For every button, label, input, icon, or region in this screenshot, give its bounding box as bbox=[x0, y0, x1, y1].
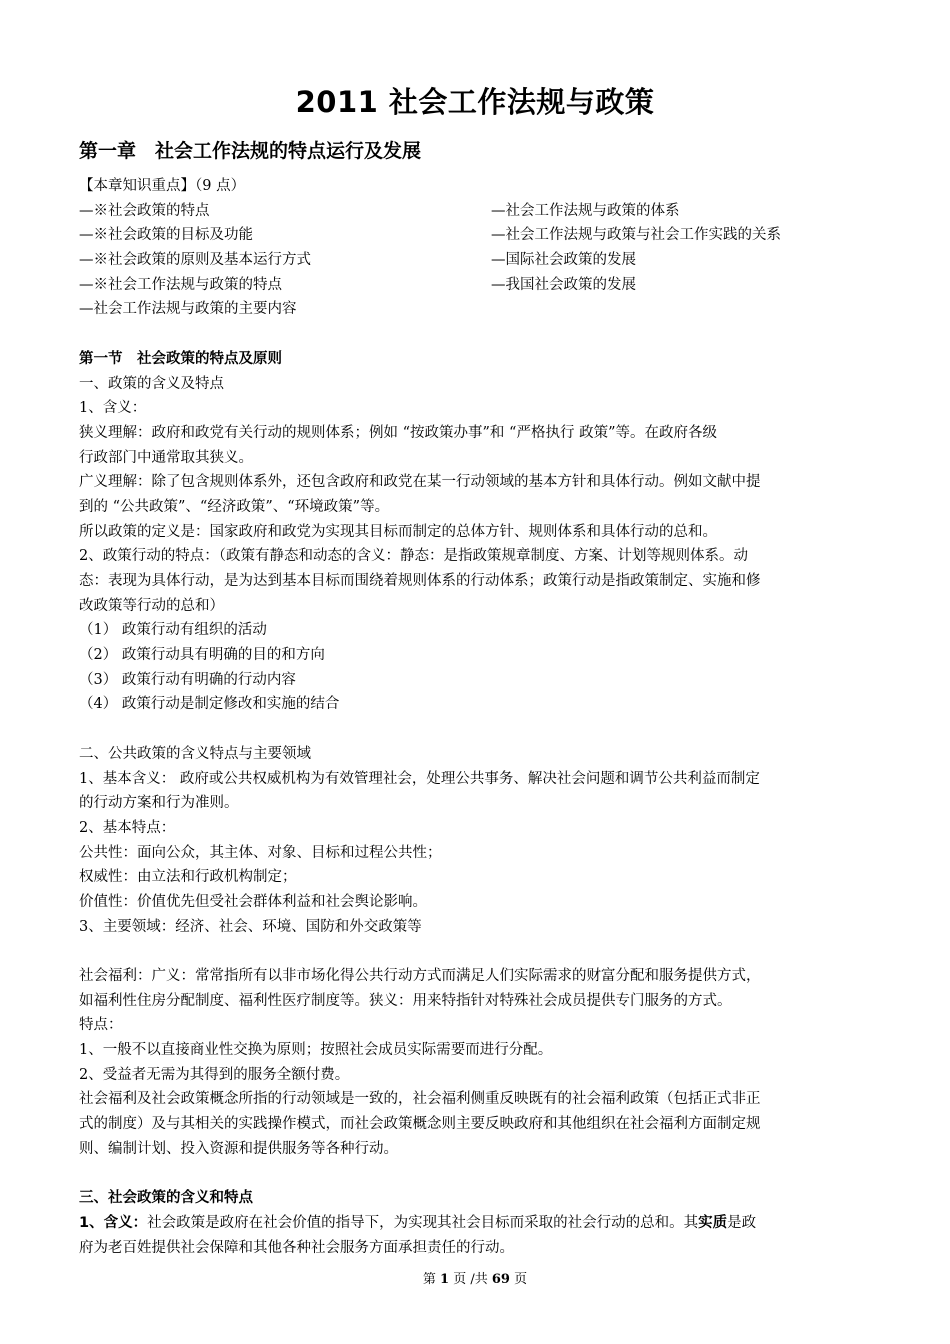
spacer bbox=[79, 1162, 879, 1187]
footer-text: 页 /共 bbox=[449, 1272, 492, 1287]
paragraph-line: 态：表现为具体行动，是为达到基本目标而围绕着规则体系的行动体系；政策行动是指政策制定、实施和修 bbox=[79, 573, 761, 589]
section-heading: 第一节 社会政策的特点及原则 bbox=[79, 350, 282, 367]
paragraph-line: 特点： bbox=[79, 1017, 123, 1034]
paragraph-line: 如福利性住房分配制度、福利性医疗制度等。狭义：用来特指针对特殊社会成员提供专门服务的方式。 bbox=[79, 992, 732, 1009]
paragraph-line: 的行动方案和行为准则。 bbox=[79, 795, 239, 812]
paragraph-line: 公共性：面向公众，其主体、对象、目标和过程公共性； bbox=[79, 844, 442, 861]
key-point-item: —社会工作法规与政策的主要内容 bbox=[79, 301, 297, 318]
document-title: 2011 社会工作法规与政策 bbox=[295, 85, 655, 119]
footer-text: 页 bbox=[509, 1272, 528, 1287]
spacer bbox=[79, 939, 879, 964]
page-footer bbox=[0, 1270, 950, 1290]
paragraph-line: 2、受益者无需为其得到的服务全额付费。 bbox=[79, 1066, 350, 1083]
key-points-row bbox=[79, 248, 879, 273]
document-body bbox=[79, 174, 879, 1260]
paragraph-line: 2、基本特点： bbox=[79, 819, 176, 836]
paragraph-line: 所以政策的定义是：国家政府和政党为实现其目标而制定的总体方针、规则体系和具体行动的总和。 bbox=[79, 523, 717, 540]
paragraph-line: 府为老百姓提供社会保障和其他各种社会服务方面承担责任的行动。 bbox=[79, 1239, 514, 1256]
current-page-number: 1 bbox=[440, 1272, 450, 1287]
paragraph-line: 到的 “公共政策”、“经济政策”、“环境政策”等。 bbox=[79, 498, 390, 515]
footer-text: 第 bbox=[422, 1272, 441, 1287]
key-points-row bbox=[79, 199, 879, 224]
term-label: 1、含义： bbox=[79, 1214, 148, 1231]
paragraph-line: 社会福利：广义：常常指所有以非市场化得公共行动方式而满足人们实际需求的财富分配和服务提供方式， bbox=[79, 968, 761, 984]
list-item: （3） 政策行动有明确的行动内容 bbox=[79, 671, 296, 688]
paragraph-line: 改政策等行动的总和） bbox=[79, 597, 224, 614]
paragraph-text: 是政 bbox=[727, 1214, 757, 1231]
key-point-item: —※社会政策的目标及功能 bbox=[79, 227, 253, 244]
paragraph-line: 2、政策行动的特点：（政策有静态和动态的含义：静态：是指政策规章制度、方案、计划等规则体系。动 bbox=[79, 548, 748, 565]
paragraph-line: 1、基本含义： 政府或公共权威机构为有效管理社会，处理公共事务、解决社会问题和调节公共利益而制定 bbox=[79, 770, 760, 787]
key-point-item: —※社会政策的原则及基本运行方式 bbox=[79, 252, 311, 269]
key-point-item: —※社会政策的特点 bbox=[79, 202, 210, 219]
key-points-header: 【本章知识重点】（9 点） bbox=[79, 178, 246, 194]
paragraph-line bbox=[79, 1211, 879, 1236]
key-points-row bbox=[79, 273, 879, 298]
paragraph-line: 权威性：由立法和行政机构制定； bbox=[79, 869, 297, 886]
key-point-item: —社会工作法规与政策的体系 bbox=[491, 202, 680, 219]
paragraph-line: 1、含义： bbox=[79, 400, 147, 417]
list-item: （2） 政策行动具有明确的目的和方向 bbox=[79, 647, 325, 664]
key-point-item: —社会工作法规与政策与社会工作实践的关系 bbox=[491, 227, 781, 244]
list-item: （4） 政策行动是制定修改和实施的结合 bbox=[79, 696, 340, 713]
spacer bbox=[79, 322, 879, 347]
paragraph-line: 狭义理解：政府和政党有关行动的规则体系；例如 “按政策办事”和 “严格执行 政策”等。在政府各级 bbox=[79, 424, 717, 441]
paragraph-line: 社会福利及社会政策概念所指的行动领域是一致的，社会福利侧重反映既有的社会福利政策（包括正式非正 bbox=[79, 1091, 761, 1108]
paragraph-line: 3、主要领域：经济、社会、环境、国防和外交政策等 bbox=[79, 918, 422, 935]
paragraph-line: 式的制度）及与其相关的实践操作模式，而社会政策概念则主要反映政府和其他组织在社会福利方面制定规 bbox=[79, 1116, 761, 1133]
total-pages: 69 bbox=[491, 1272, 510, 1287]
chapter-heading: 第一章 社会工作法规的特点运行及发展 bbox=[79, 140, 422, 162]
paragraph-line: 1、一般不以直接商业性交换为原则；按照社会成员实际需要而进行分配。 bbox=[79, 1042, 553, 1059]
paragraph-line: 一、政策的含义及特点 bbox=[79, 375, 224, 392]
emphasis-text: 实质 bbox=[698, 1214, 728, 1231]
spacer bbox=[79, 717, 879, 742]
paragraph-line: 二、公共政策的含义特点与主要领域 bbox=[79, 745, 311, 762]
key-point-item: —我国社会政策的发展 bbox=[491, 276, 636, 293]
paragraph-line: 广义理解：除了包含规则体系外，还包含政府和政党在某一行动领域的基本方针和具体行动。例如文献中提 bbox=[79, 474, 761, 491]
paragraph-line: 行政部门中通常取其狭义。 bbox=[79, 449, 253, 466]
paragraph-line: 则、编制计划、投入资源和提供服务等各种行动。 bbox=[79, 1140, 398, 1157]
paragraph-line: 价值性：价值优先但受社会群体利益和社会舆论影响。 bbox=[79, 893, 427, 910]
paragraph-text: 社会政策是政府在社会价值的指导下，为实现其社会目标而采取的社会行动的总和。其 bbox=[147, 1214, 699, 1231]
key-points-row bbox=[79, 223, 879, 248]
list-item: （1） 政策行动有组织的活动 bbox=[79, 622, 267, 639]
key-point-item: —※社会工作法规与政策的特点 bbox=[79, 276, 282, 293]
section-heading: 三、社会政策的含义和特点 bbox=[79, 1190, 253, 1207]
key-point-item: —国际社会政策的发展 bbox=[491, 252, 636, 269]
